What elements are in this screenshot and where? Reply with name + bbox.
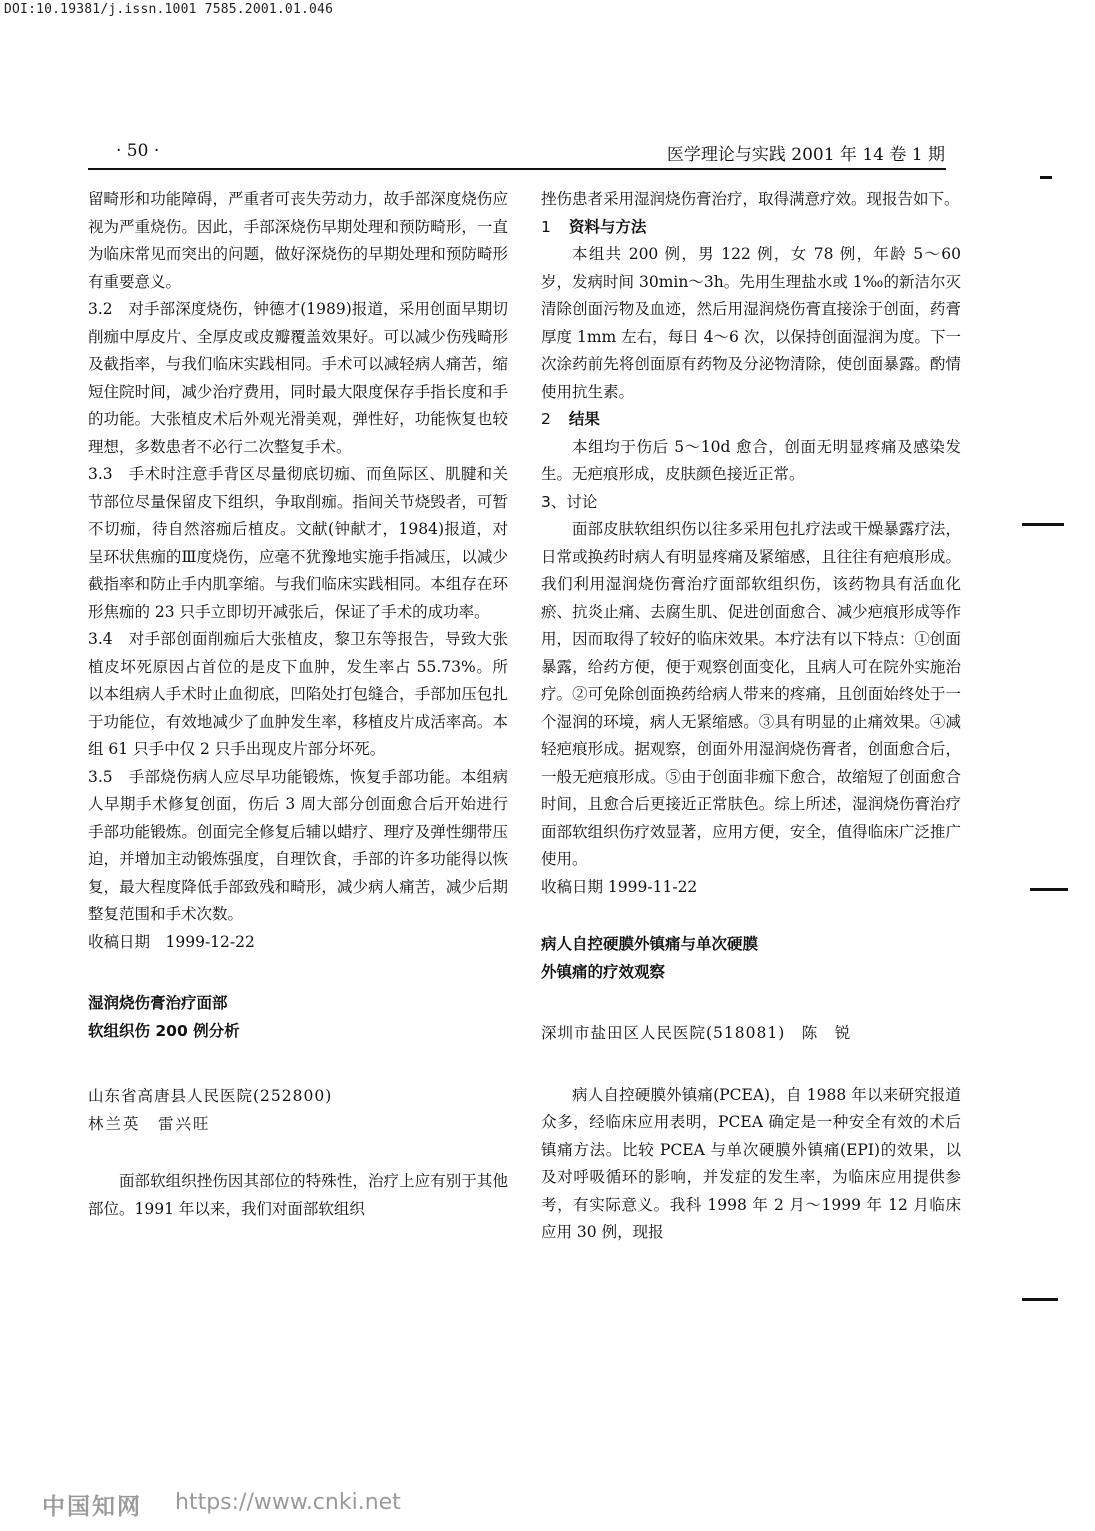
scan-mark: [1030, 888, 1068, 891]
section-heading-1: [541, 214, 961, 242]
right-column: [541, 186, 961, 1247]
article-title-line-1: 病人自控硬膜外镇痛与单次硬膜: [541, 935, 759, 953]
section-heading-2: [541, 406, 961, 434]
journal-header: 医学理论与实践 2001 年 14 卷 1 期: [666, 145, 945, 165]
received-date: 收稿日期 1999-11-22: [541, 877, 698, 896]
article-title-line-1: 湿润烧伤膏治疗面部: [88, 994, 228, 1012]
section-number: 1: [541, 217, 551, 236]
article-authors: 林兰英 雷兴旺: [88, 1114, 211, 1133]
section-number: 2: [541, 410, 551, 428]
scan-mark: [1040, 176, 1052, 179]
paragraph-3-5: 3.5 手部烧伤病人应尽早功能锻炼，恢复手部功能。本组病人早期手术修复创面，伤后 3 周大部分创面愈合后开始进行手部功能锻炼。创面完全修复后辅以蜡疗、理疗及弹性绷带压迫，并增加主动锻炼强度，自理饮食，手部的许多功能得以恢复，最大程度降低手部致残和畸形，减少病人痛苦，减少后期整复范围和手术次数。: [88, 767, 508, 923]
article-intro: 面部软组织挫伤因其部位的特殊性，治疗上应有别于其他部位。1991 年以来，我们对面部软组织: [88, 1172, 508, 1218]
received-date: 收稿日期 1999-12-22: [88, 932, 255, 951]
section-heading-3: 3、讨论: [541, 492, 598, 511]
article-title-line-2: 外镇痛的疗效观察: [541, 962, 666, 981]
doi-line: DOI:10.19381/j.issn.1001 7585.2001.01.046: [4, 2, 334, 17]
cnki-url: https://www.cnki.net: [175, 1490, 401, 1515]
section-1-text: 本组共 200 例，男 122 例，女 78 例，年龄 5～60 岁，发病时间 30min～3h。先用生理盐水或 1‰的新洁尔灭清除创面污物及血迹，然后用湿润烧伤膏直接涂于创面，药膏厚度 1mm 左右，每日 4～6 次，以保持创面湿润为度。下一次涂药前先将创面原有药物及分泌物清除，使创面暴露。酌情使用抗生素。: [541, 245, 961, 401]
cnki-logo: 中国知网: [42, 1494, 142, 1520]
paragraph-3-4: 3.4 对手部创面削痂后大张植皮，黎卫东等报告，导致大张植皮坏死原因占首位的是皮下血肿，发生率占 55.73%。所以本组病人手术时止血彻底，凹陷处打包缝合，手部加压包扎于功能位，有效地减少了血肿发生率，移植皮片成活率高。本组 61 只手中仅 2 只手出现皮片部分坏死。: [88, 630, 508, 758]
article-affiliation: 山东省高唐县人民医院(252800): [88, 1087, 333, 1105]
article-affiliation: 深圳市盐田区人民医院(518081) 陈 锐: [541, 1024, 852, 1042]
header-rule: [88, 168, 946, 170]
paragraph-continuation: 挫伤患者采用湿润烧伤膏治疗，取得满意疗效。现报告如下。: [541, 190, 960, 208]
section-3-text: 面部皮肤软组织伤以往多采用包扎疗法或干燥暴露疗法，日常或换药时病人有明显疼痛及紧缩感，且往往有疤痕形成。我们利用湿润烧伤膏治疗面部软组织伤，该药物具有活血化瘀、抗炎止痛、去腐生肌、促进创面愈合、减少疤痕形成等作用，因而取得了较好的临床效果。本疗法有以下特点：①创面暴露，给药方便，便于观察创面变化，且病人可在院外实施治疗。②可免除创面换药给病人带来的疼痛，且创面始终处于一个湿润的环境，病人无紧缩感。③具有明显的止痛效果。④减轻疤痕形成。据观察，创面外用湿润烧伤膏者，创面愈合后，一般无疤痕形成。⑤由于创面非痂下愈合，故缩短了创面愈合时间，且愈合后更接近正常肤色。综上所述，湿润烧伤膏治疗面部软组织伤疗效显著，应用方便，安全，值得临床广泛推广使用。: [541, 520, 961, 868]
section-2-text: 本组均于伤后 5～10d 愈合，创面无明显疼痛及感染发生。无疤痕形成，皮肤颜色接近正常。: [541, 437, 961, 483]
scan-mark: [1022, 1298, 1058, 1301]
paragraph-3-2: 3.2 对手部深度烧伤，钟德才(1989)报道，采用创面早期切削痂中厚皮片、全厚皮或皮瓣覆盖效果好。可以减少伤残畸形及截指率，与我们临床实践相同。手术可以减轻病人痛苦，缩短住院时间，减少治疗费用，同时最大限度保存手指长度和手的功能。大张植皮术后外观光滑美观，弹性好，功能恢复也较理想，多数患者不必行二次整复手术。: [88, 300, 508, 456]
page-number: · 50 ·: [116, 141, 160, 161]
scan-mark: [1022, 523, 1064, 526]
article-intro: 病人自控硬膜外镇痛(PCEA)，自 1988 年以来研究报道众多，经临床应用表明，PCEA 确定是一种安全有效的术后镇痛方法。比较 PCEA 与单次硬膜外镇痛(EPI)的效果，以及对呼吸循环的影响，并发症的发生率，为临床应用提供参考，有实际意义。我科 1998 年 2 月～1999 年 12 月临床应用 30 例，现报: [541, 1085, 961, 1241]
paragraph-continuation: 留畸形和功能障碍，严重者可丧失劳动力，故手部深度烧伤应视为严重烧伤。因此，手部深烧伤早期处理和预防畸形，一直为临床常见而突出的问题，做好深烧伤的早期处理和预防畸形有重要意义。: [88, 190, 508, 291]
section-title: 结果: [568, 410, 600, 428]
paragraph-3-3: 3.3 手术时注意手背区尽量彻底切痂、而鱼际区、肌腱和关节部位尽量保留皮下组织，争取削痂。指间关节烧毁者，可暂不切痂，待自然溶痂后植皮。文献(钟献才，1984)报道，对呈环状焦痂的Ⅲ度烧伤，应毫不犹豫地实施手指减压，以减少截指率和防止手内肌挛缩。与我们临床实践相同。本组存在环形焦痂的 23 只手立即切开减张后，保证了手术的成功率。: [88, 465, 508, 621]
left-column: [88, 186, 508, 1223]
article-title-line-2: 软组织伤 200 例分析: [88, 1021, 240, 1040]
section-title: 资料与方法: [568, 217, 647, 236]
